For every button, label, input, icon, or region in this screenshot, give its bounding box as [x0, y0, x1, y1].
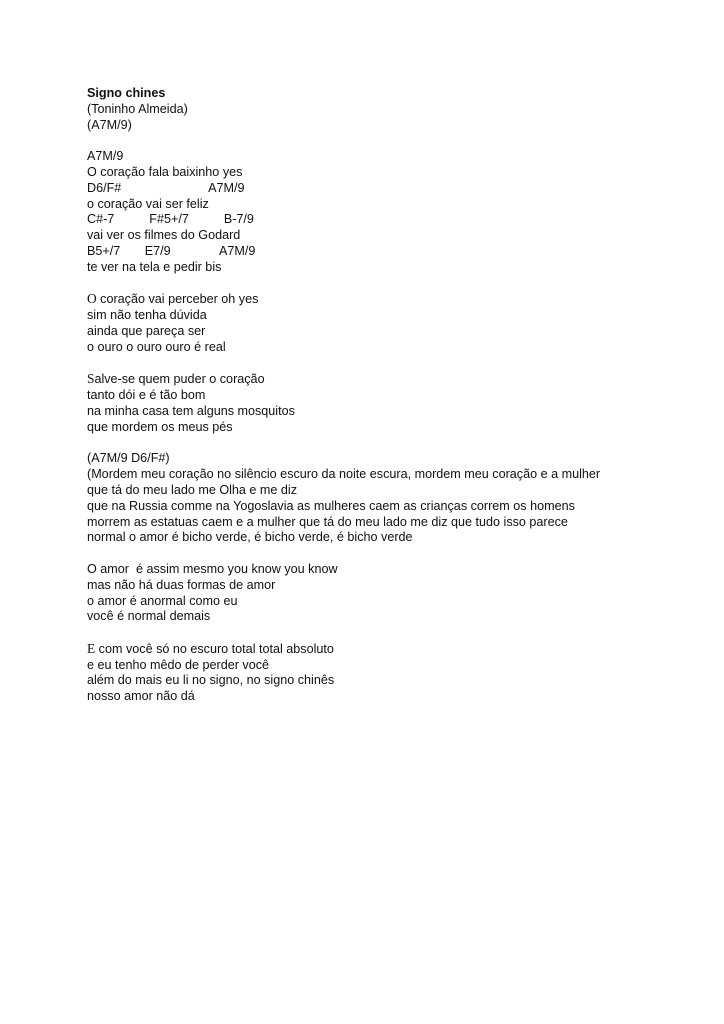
lyric-line: você é normal demais: [87, 609, 211, 624]
lyric-text: alve-se quem puder o coração: [94, 372, 265, 387]
lyric-line: vai ver os filmes do Godard: [87, 228, 241, 243]
verse-3: [87, 371, 707, 435]
lyric-line: normal o amor é bicho verde, é bicho verde, é bicho verde: [87, 530, 413, 545]
lyric-line: o ouro o ouro ouro é real: [87, 339, 226, 354]
verse-2: [87, 291, 707, 355]
lyrics-sheet: [87, 86, 707, 705]
lyric-text: coração vai perceber oh yes: [96, 292, 259, 307]
lyric-line: morrem as estatuas caem e a mulher que tá do meu lado me diz que tudo isso parece: [87, 514, 568, 529]
chord-line: C#-7 F#5+/7 B-7/9: [87, 212, 254, 227]
spacer: [87, 546, 707, 562]
initial-letter: S: [87, 371, 95, 387]
lyric-line: O amor é assim mesmo you know you know: [87, 561, 338, 576]
lyric-line: [87, 641, 707, 658]
spacer: [87, 356, 707, 372]
lyric-line: além do mais eu li no signo, no signo chinês: [87, 673, 335, 688]
chord-line: D6/F# A7M/9: [87, 180, 245, 195]
lyric-line: o amor é anormal como eu: [87, 593, 238, 608]
lyric-line: o coração vai ser feliz: [87, 196, 209, 211]
lyric-line: tanto dói e é tão bom: [87, 388, 206, 403]
verse-4: [87, 562, 707, 625]
lyric-line: [87, 291, 707, 308]
song-key: (A7M/9): [87, 117, 132, 132]
lyric-line: te ver na tela e pedir bis: [87, 259, 222, 274]
lyric-line: que tá do meu lado me Olha e me diz: [87, 482, 298, 497]
bridge: [87, 451, 707, 546]
lyric-line: nosso amor não dá: [87, 689, 195, 704]
lyric-line: O coração fala baixinho yes: [87, 164, 243, 179]
lyric-line: [87, 371, 707, 388]
lyric-line: e eu tenho mêdo de perder você: [87, 657, 270, 672]
initial-letter: O: [87, 291, 97, 307]
verse-5: [87, 641, 707, 705]
chord-line: A7M/9: [87, 149, 124, 164]
lyric-line: que na Russia comme na Yogoslavia as mulheres caem as crianças correm os homens: [87, 498, 575, 513]
lyric-text: com você só no escuro total total absoluto: [95, 641, 334, 656]
verse-1: [87, 149, 707, 275]
song-author: (Toninho Almeida): [87, 101, 188, 116]
lyric-line: sim não tenha dúvida: [87, 308, 207, 323]
lyric-line: na minha casa tem alguns mosquitos: [87, 403, 295, 418]
spacer: [87, 625, 707, 641]
chord-line: B5+/7 E7/9 A7M/9: [87, 243, 256, 258]
spacer: [87, 133, 707, 149]
chord-line: (A7M/9 D6/F#): [87, 451, 170, 466]
lyric-line: que mordem os meus pés: [87, 419, 233, 434]
lyric-line: ainda que pareça ser: [87, 323, 206, 338]
lyric-line: mas não há duas formas de amor: [87, 577, 276, 592]
spacer: [87, 436, 707, 452]
initial-letter: E: [87, 640, 96, 656]
spacer: [87, 276, 707, 292]
lyric-line: (Mordem meu coração no silêncio escuro da noite escura, mordem meu coração e a mulher: [87, 467, 601, 482]
song-title: Signo chines: [87, 86, 166, 100]
